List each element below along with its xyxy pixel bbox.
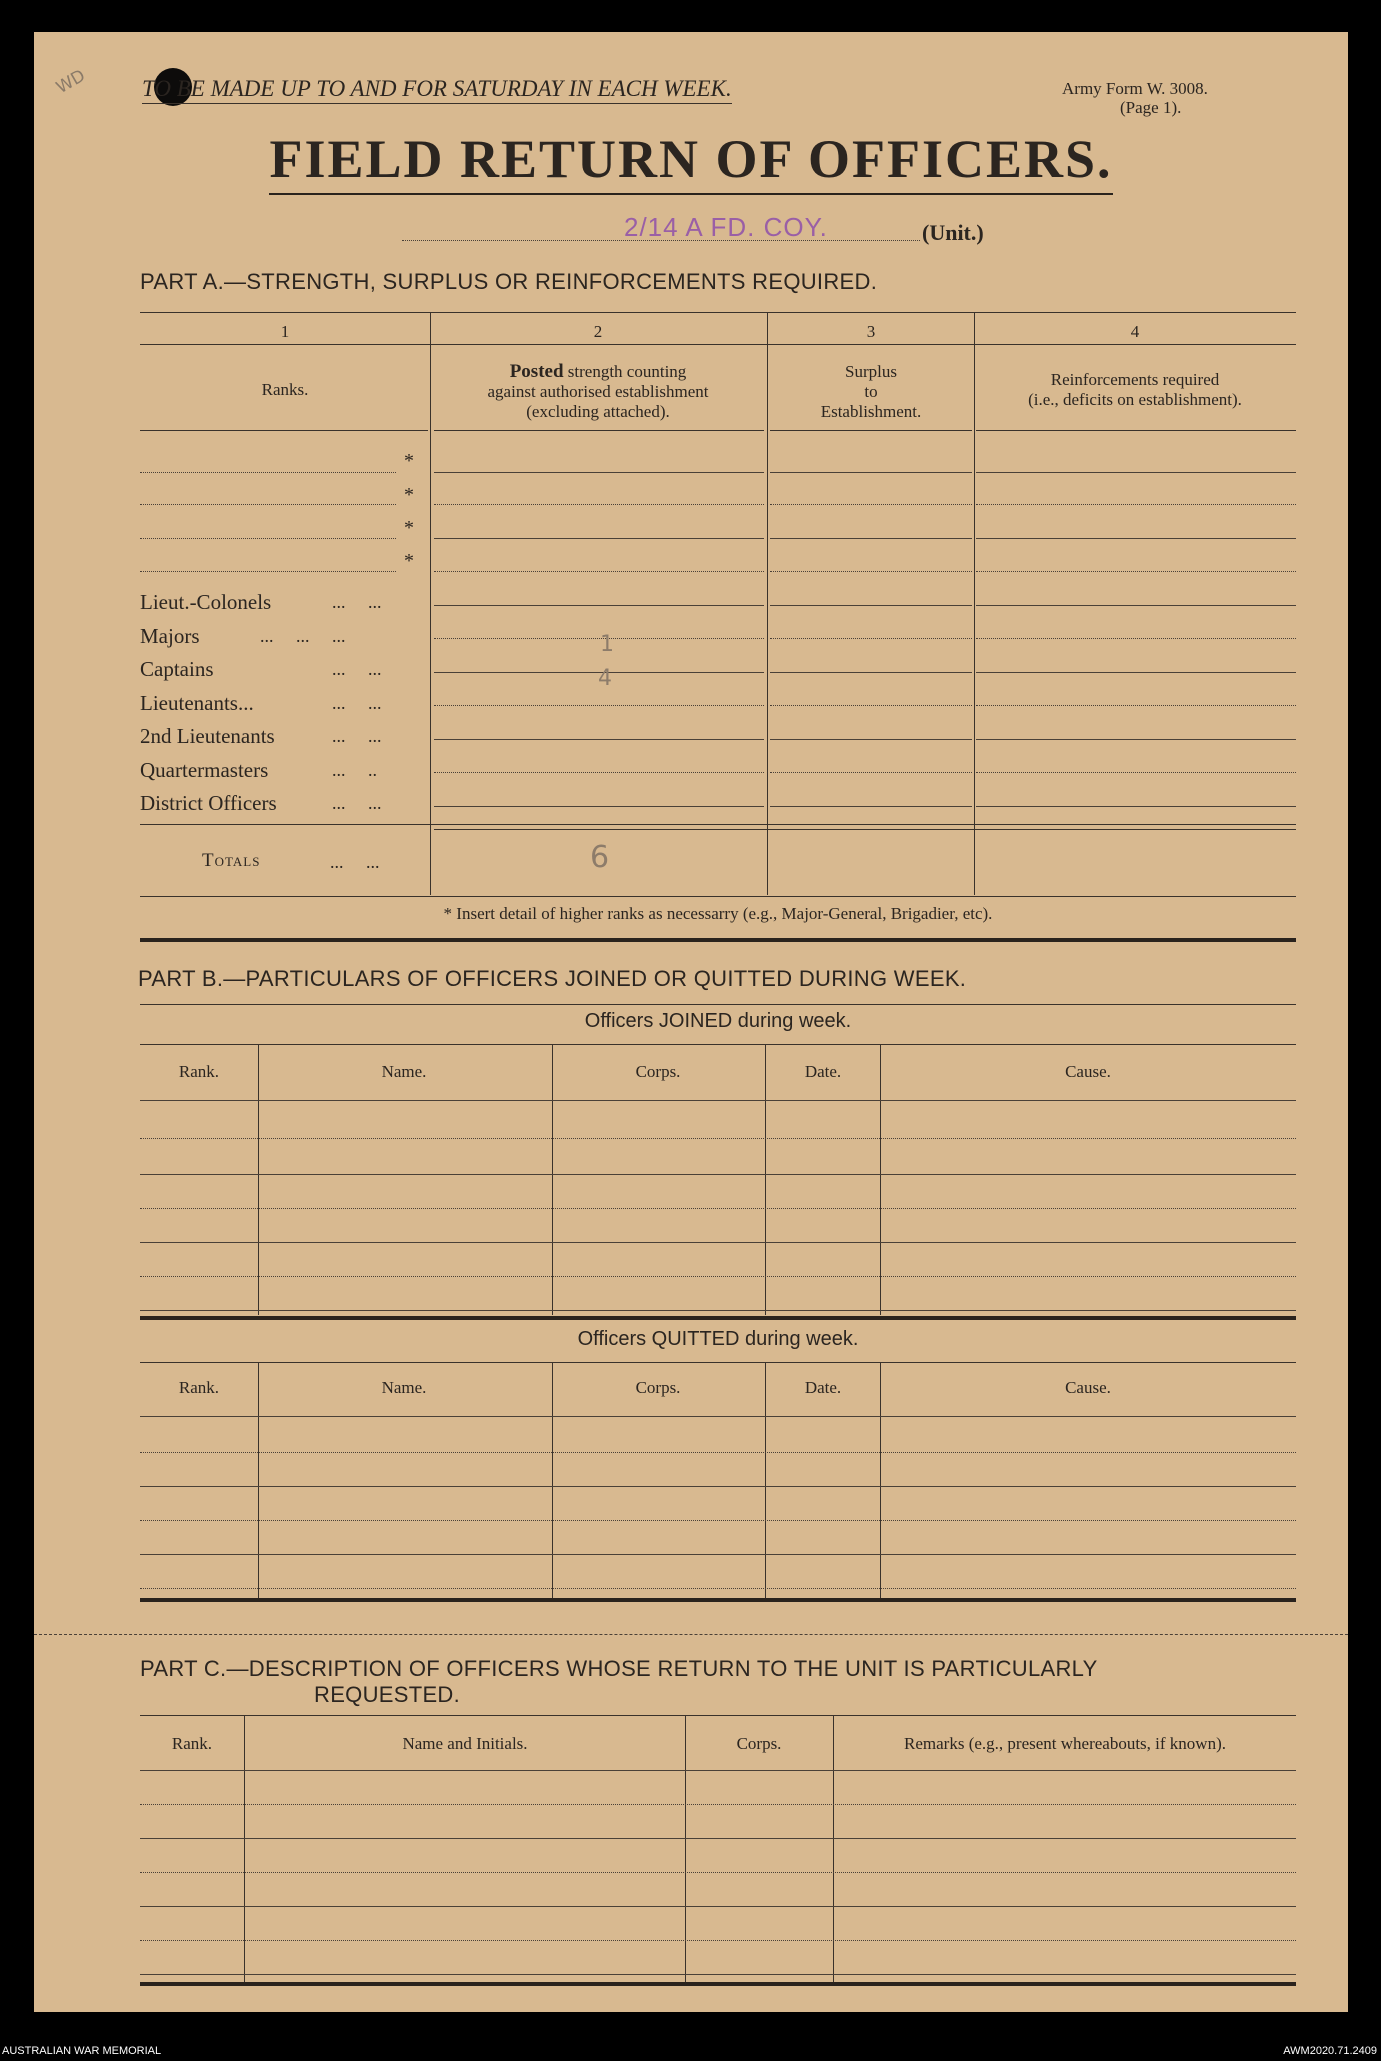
form-number: Army Form W. 3008. xyxy=(1062,79,1208,98)
quitted-title-rule xyxy=(140,1362,1296,1363)
row-line xyxy=(976,672,1296,673)
joined-divider xyxy=(765,1045,766,1315)
row-line xyxy=(770,538,972,539)
col-header-posted xyxy=(432,362,764,422)
joined-col-rank: Rank. xyxy=(178,1062,220,1081)
surplus-header-rule xyxy=(770,430,972,431)
totals-top-rule-2 xyxy=(434,829,1296,830)
quitted-divider xyxy=(880,1363,881,1599)
row-line xyxy=(434,806,764,807)
rank-dots: ... ... xyxy=(332,693,382,713)
row-line xyxy=(770,571,972,572)
row-line xyxy=(434,538,764,539)
posted-bold: Posted xyxy=(509,361,564,382)
row-line xyxy=(140,1208,1296,1209)
totals-dots: ... ... xyxy=(330,852,380,872)
row-line xyxy=(976,772,1296,773)
row-line xyxy=(770,504,972,505)
part-a-end-rule xyxy=(140,938,1296,942)
star-mark: * xyxy=(404,484,414,506)
star-mark: * xyxy=(404,550,414,572)
quitted-end-rule xyxy=(140,1598,1296,1602)
part-b-title: PART B.—PARTICULARS OF OFFICERS JOINED OR QUITTED DURING WEEK. xyxy=(138,966,967,991)
row-line xyxy=(140,1138,1296,1139)
row-line xyxy=(976,739,1296,740)
col-header-surplus xyxy=(768,362,974,422)
row-line xyxy=(434,472,764,473)
part-c-divider xyxy=(833,1716,834,1982)
rank-quartermasters: Quartermasters xyxy=(140,758,269,782)
part-c-col-name: Name and Initials. xyxy=(402,1734,528,1753)
row-line xyxy=(140,1838,1296,1839)
reinf-header-rule xyxy=(976,430,1296,431)
margin-note: WD xyxy=(53,65,89,99)
posted-line-2: against authorised establishment xyxy=(487,382,709,401)
rank-lieut-colonels: Lieut.-Colonels xyxy=(140,590,272,614)
col-divider-1 xyxy=(430,313,431,895)
row-line xyxy=(770,806,972,807)
instruction-line xyxy=(142,76,862,102)
quitted-divider xyxy=(258,1363,259,1599)
surplus-line-2: to xyxy=(864,382,878,401)
row-line xyxy=(770,472,972,473)
row-line xyxy=(140,1770,1296,1771)
row-line xyxy=(140,1310,1296,1311)
rank-dots: ... ... xyxy=(332,592,382,612)
row-line xyxy=(976,638,1296,639)
joined-title: Officers JOINED during week. xyxy=(584,1010,852,1032)
row-line xyxy=(976,705,1296,706)
rank-dots: ... ... ... xyxy=(260,626,346,646)
page-title-text: FIELD RETURN OF OFFICERS. xyxy=(269,129,1112,195)
joined-divider xyxy=(552,1045,553,1315)
star-mark: * xyxy=(404,450,414,472)
row-line xyxy=(140,1872,1296,1873)
col-divider-3 xyxy=(974,313,975,895)
row-line xyxy=(434,705,764,706)
row-line xyxy=(976,472,1296,473)
part-c-divider xyxy=(244,1716,245,1982)
posted-line-3: (excluding attached). xyxy=(526,402,670,421)
blank-rank-line xyxy=(140,571,396,572)
row-line xyxy=(976,605,1296,606)
quitted-col-rank: Rank. xyxy=(178,1378,220,1397)
row-line xyxy=(140,1554,1296,1555)
col-number-3: 3 xyxy=(866,322,876,341)
quitted-title: Officers QUITTED during week. xyxy=(577,1328,859,1350)
quitted-divider xyxy=(765,1363,766,1599)
quitted-divider xyxy=(552,1363,553,1599)
row-line xyxy=(976,571,1296,572)
part-a-bottom-rule xyxy=(140,896,1296,897)
row-line xyxy=(140,1276,1296,1277)
blank-rank-line xyxy=(140,538,396,539)
row-line xyxy=(140,1416,1296,1417)
handwritten-mark: 6 xyxy=(590,840,610,875)
reinf-line-2: (i.e., deficits on establishment). xyxy=(1028,390,1242,409)
row-line xyxy=(770,705,972,706)
col-number-2: 2 xyxy=(593,322,603,341)
page-title xyxy=(34,128,1348,190)
row-line xyxy=(770,739,972,740)
row-line xyxy=(434,638,764,639)
unit-label: (Unit.) xyxy=(922,220,984,245)
row-line xyxy=(434,772,764,773)
rank-dots: ... ... xyxy=(332,659,382,679)
joined-end-rule xyxy=(140,1316,1296,1320)
part-a-footnote: * Insert detail of higher ranks as necessarry (e.g., Major-General, Brigadier, etc). xyxy=(443,904,993,923)
row-line xyxy=(140,1940,1296,1941)
row-line xyxy=(140,1974,1296,1975)
row-line xyxy=(434,605,764,606)
rank-lieutenants: Lieutenants... xyxy=(140,691,254,715)
col-number-1: 1 xyxy=(280,322,290,341)
row-line xyxy=(976,806,1296,807)
reinf-line-1: Reinforcements required xyxy=(1050,370,1220,389)
col-number-rule xyxy=(140,344,1296,345)
row-line xyxy=(140,1452,1296,1453)
handwritten-mark: 4 xyxy=(598,666,612,691)
row-line xyxy=(976,538,1296,539)
footer-left: AUSTRALIAN WAR MEMORIAL xyxy=(2,2045,162,2057)
part-a-top-rule xyxy=(140,312,1296,313)
rank-2nd-lieutenants: 2nd Lieutenants xyxy=(140,724,275,748)
surplus-line-1: Surplus xyxy=(845,362,897,381)
rank-dots: ... ... xyxy=(332,793,382,813)
row-line xyxy=(140,1588,1296,1589)
quitted-col-corps: Corps. xyxy=(635,1378,681,1397)
row-line xyxy=(434,571,764,572)
handwritten-mark: 1 xyxy=(600,632,614,657)
part-c-divider xyxy=(685,1716,686,1982)
posted-header-rule xyxy=(434,430,764,431)
footer-right: AWM2020.71.2409 xyxy=(1283,2045,1377,2057)
col-header-reinforcements xyxy=(974,370,1296,410)
posted-line-1: strength counting xyxy=(567,362,687,381)
row-line xyxy=(140,1520,1296,1521)
row-line xyxy=(140,1100,1296,1101)
star-mark: * xyxy=(404,517,414,539)
part-c-title-rule xyxy=(140,1715,1296,1716)
form-paper xyxy=(34,32,1348,2012)
col-header-ranks: Ranks. xyxy=(261,380,309,399)
quitted-col-name: Name. xyxy=(381,1378,427,1397)
rank-district-officers: District Officers xyxy=(140,791,277,815)
instruction-text: TO BE MADE UP TO AND FOR SATURDAY IN EACH WEEK. xyxy=(142,76,732,104)
page-label: (Page 1). xyxy=(1120,98,1182,117)
blank-rank-line xyxy=(140,504,396,505)
part-c-col-corps: Corps. xyxy=(736,1734,782,1753)
row-line xyxy=(140,1174,1296,1175)
col-number-4: 4 xyxy=(1130,322,1140,341)
quitted-col-cause: Cause. xyxy=(1065,1378,1111,1397)
rank-dots: ... .. xyxy=(332,760,377,780)
row-line xyxy=(770,605,972,606)
part-c-col-remarks: Remarks (e.g., present whereabouts, if known). xyxy=(904,1734,1226,1753)
joined-col-corps: Corps. xyxy=(635,1062,681,1081)
row-line xyxy=(434,739,764,740)
surplus-line-3: Establishment. xyxy=(820,402,922,421)
row-line xyxy=(770,672,972,673)
joined-col-date: Date. xyxy=(804,1062,842,1081)
part-b-title-rule xyxy=(140,1004,1296,1005)
part-c-end-rule xyxy=(140,1982,1296,1986)
row-line xyxy=(434,504,764,505)
part-a-title: PART A.—STRENGTH, SURPLUS OR REINFORCEMENTS REQUIRED. xyxy=(140,269,878,294)
row-line xyxy=(976,504,1296,505)
unit-stamp: 2/14 A FD. COY. xyxy=(624,212,828,242)
row-line xyxy=(140,1804,1296,1805)
part-c-title-1: PART C.—DESCRIPTION OF OFFICERS WHOSE RETURN TO THE UNIT IS PARTICULARLY xyxy=(140,1656,1098,1681)
joined-title-rule xyxy=(140,1044,1296,1045)
col-divider-2 xyxy=(767,313,768,895)
totals-label: Totals xyxy=(202,850,261,871)
row-line xyxy=(770,772,972,773)
part-c-col-rank: Rank. xyxy=(171,1734,213,1753)
row-line xyxy=(140,1242,1296,1243)
joined-divider xyxy=(880,1045,881,1315)
row-line xyxy=(140,1486,1296,1487)
part-c-title-2: REQUESTED. xyxy=(314,1682,461,1707)
row-line xyxy=(770,638,972,639)
rank-captains: Captains xyxy=(140,657,214,681)
joined-divider xyxy=(258,1045,259,1315)
joined-col-cause: Cause. xyxy=(1065,1062,1111,1081)
rank-dots: ... ... xyxy=(332,726,382,746)
perforation-line xyxy=(34,1634,1348,1635)
row-line xyxy=(140,1906,1296,1907)
joined-col-name: Name. xyxy=(381,1062,427,1081)
blank-rank-line xyxy=(140,472,396,473)
rank-majors: Majors xyxy=(140,624,200,648)
ranks-header-rule xyxy=(140,430,428,431)
totals-top-rule xyxy=(140,824,1296,825)
quitted-col-date: Date. xyxy=(804,1378,842,1397)
